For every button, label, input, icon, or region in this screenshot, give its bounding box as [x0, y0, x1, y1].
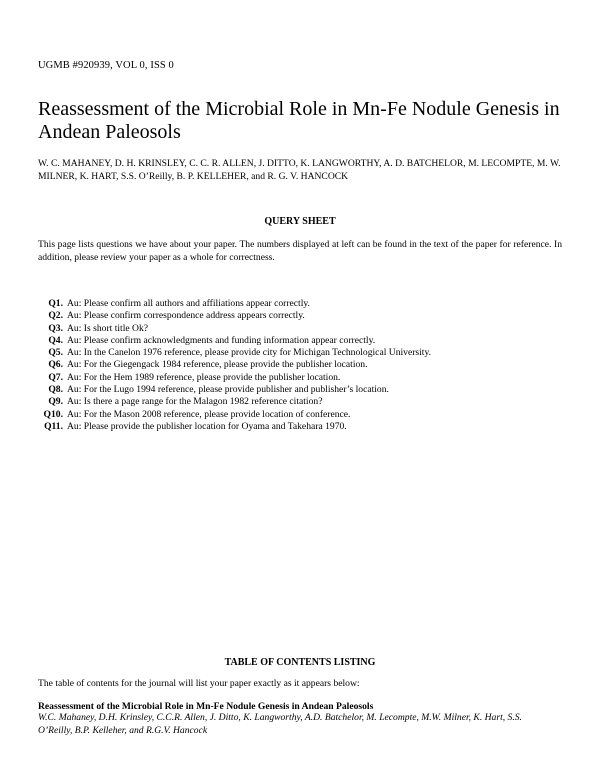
query-text: Au: Please provide the publisher location for Oyama and Takehara 1970. — [67, 420, 347, 432]
query-sheet-intro: This page lists questions we have about your paper. The numbers displayed at left can be found in the text of the paper for reference. In addition, please review your paper as a whole for correctness. — [38, 239, 562, 263]
toc-heading: TABLE OF CONTENTS LISTING — [224, 657, 376, 668]
query-number: Q7. — [48, 371, 63, 383]
query-item — [38, 384, 568, 396]
query-number: Q8. — [48, 384, 63, 396]
query-item — [38, 396, 568, 408]
query-item — [38, 335, 568, 347]
query-number: Q4. — [48, 334, 63, 346]
journal-id: UGMB #920939, VOL 0, ISS 0 — [38, 60, 174, 71]
paper-title: Reassessment of the Microbial Role in Mn-Fe Nodule Genesis in Andean Paleosols — [38, 98, 560, 143]
query-text: Au: Please confirm correspondence address appears correctly. — [67, 310, 305, 322]
query-item — [38, 323, 568, 335]
query-list — [38, 298, 568, 433]
query-item — [38, 298, 568, 310]
query-number: Q1. — [48, 298, 63, 309]
query-text: Au: Is there a page range for the Malagon 1982 reference citation? — [67, 396, 323, 408]
query-text: Au: Is short title Ok? — [67, 322, 149, 334]
query-number: Q11. — [44, 420, 63, 432]
query-sheet-heading: QUERY SHEET — [264, 216, 336, 227]
query-number: Q9. — [48, 396, 63, 408]
query-text: Au: Please confirm acknowledgments and funding information appear correctly. — [67, 334, 376, 346]
query-item — [38, 409, 568, 421]
toc-paper-title: Reassessment of the Microbial Role in Mn-Fe Nodule Genesis in Andean Paleosols — [38, 701, 374, 712]
query-item — [38, 372, 568, 384]
author-list: W. C. MAHANEY, D. H. KRINSLEY, C. C. R. ALLEN, J. DITTO, K. LANGWORTHY, A. D. BATCHELOR, M. LECOMPTE, M. W. MILNER, K. HART, S.S. O’Reilly, B. P. KELLEHER, and R. G. V. HANCOCK — [38, 158, 561, 182]
query-text: Au: Please confirm all authors and affiliations appear correctly. — [67, 298, 310, 309]
query-number: Q6. — [48, 359, 63, 371]
query-number: Q2. — [48, 310, 63, 322]
query-item — [38, 359, 568, 371]
toc-intro: The table of contents for the journal will list your paper exactly as it appears below: — [38, 678, 360, 689]
query-item — [38, 421, 568, 433]
query-item — [38, 310, 568, 322]
query-item — [38, 347, 568, 359]
query-text: Au: For the Lugo 1994 reference, please provide publisher and publisher’s location. — [67, 384, 389, 396]
query-number: Q3. — [48, 322, 63, 334]
query-text: Au: In the Canelon 1976 reference, please provide city for Michigan Technological University. — [67, 347, 432, 359]
query-number: Q5. — [48, 347, 63, 359]
query-text: Au: For the Mason 2008 reference, please provide location of conference. — [67, 408, 351, 420]
query-text: Au: For the Hem 1989 reference, please provide the publisher location. — [67, 371, 341, 383]
toc-author-list: W.C. Mahaney, D.H. Krinsley, C.C.R. Allen, J. Ditto, K. Langworthy, A.D. Batchelor, M. Lecompte, M.W. Milner, K. Hart, S.S. O’Reilly, B.P. Kelleher, and R.G.V. Hancock — [38, 712, 522, 736]
query-text: Au: For the Giegengack 1984 reference, please provide the publisher location. — [67, 359, 368, 371]
query-number: Q10. — [43, 408, 63, 420]
